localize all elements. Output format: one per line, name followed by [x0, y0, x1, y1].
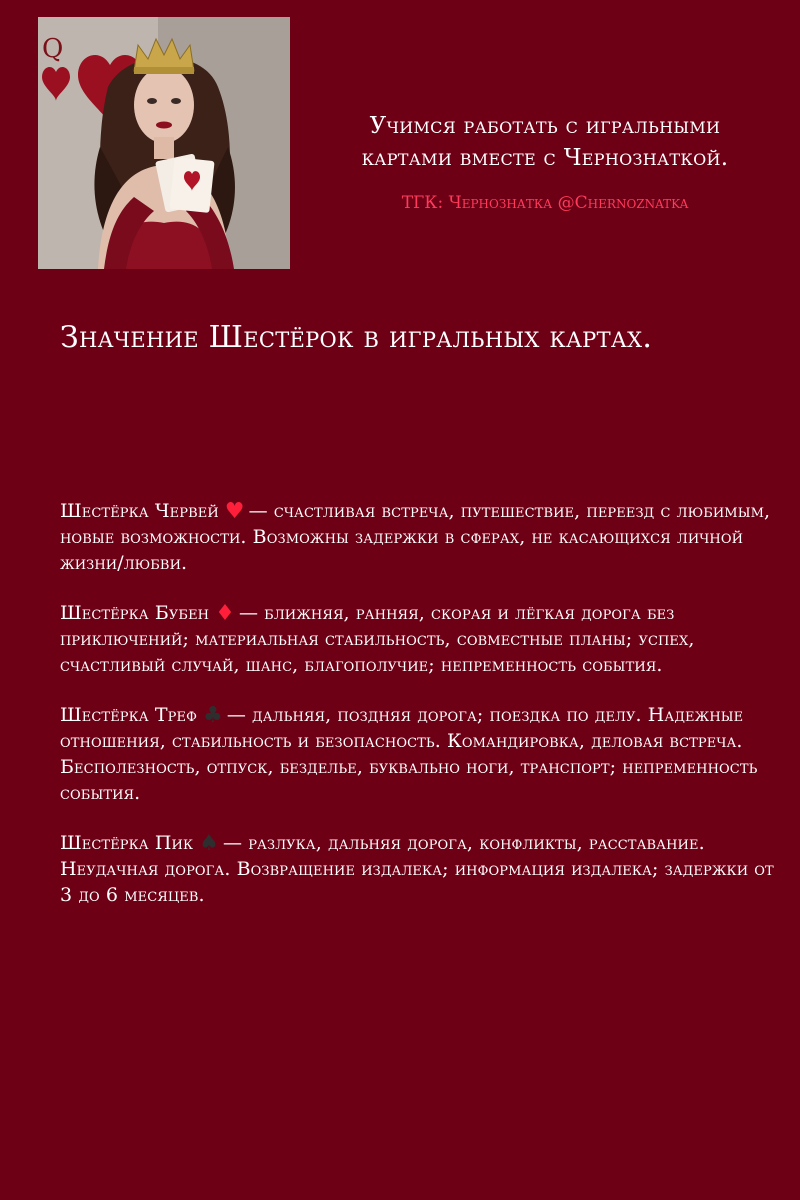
- diamond-icon: ♦: [215, 601, 235, 626]
- queen-illustration: [38, 17, 290, 269]
- entry-text: — ближняя, ранняя, скорая и лёгкая дорога без приключений; материальная стабильность, совместные планы; успех, счастливый случай, шанс, благополучие; непременность события.: [60, 602, 695, 676]
- entry-name: Шестёрка Треф: [60, 704, 197, 726]
- entry-text: — дальняя, поздняя дорога; поездка по делу. Надежные отношения, стабильность и безопасность. Командировка, деловая встреча. Бесполезность, отпуск, безделье, буквально ноги, транспорт; непременность события.: [60, 704, 758, 804]
- queen-portrait-image: [38, 17, 290, 269]
- entry-text: — разлука, дальняя дорога, конфликты, расставание. Неудачная дорога. Возвращение издалека; информация издалека; задержки от 3 до 6 месяцев.: [60, 832, 774, 906]
- entry-hearts: [60, 498, 775, 576]
- tagline: Учимся работать с игральными картами вместе с Чернознаткой.: [361, 113, 729, 171]
- entry-spades: [60, 830, 775, 908]
- entry-name: Шестёрка Червей: [60, 500, 219, 522]
- heart-icon: ♥: [224, 499, 245, 524]
- entry-name: Шестёрка Бубен: [60, 602, 210, 624]
- entry-clubs: [60, 702, 775, 806]
- entry-name: Шестёрка Пик: [60, 832, 194, 854]
- entries-list: [60, 498, 775, 932]
- page-title: Значение Шестёрок в игральных картах.: [60, 320, 653, 355]
- club-icon: ♣: [202, 703, 223, 728]
- entry-text: — счастливая встреча, путешествие, переезд с любимым, новые возможности. Возможны задержки в сферах, не касающихся личной жизни/любви.: [60, 500, 771, 574]
- entry-diamonds: [60, 600, 775, 678]
- spade-icon: ♠: [199, 831, 219, 856]
- card-letter: Q: [42, 34, 64, 64]
- channel-link[interactable]: ТГК: Чернознатка @Chernoznatka: [401, 193, 689, 213]
- header-text: [310, 110, 780, 214]
